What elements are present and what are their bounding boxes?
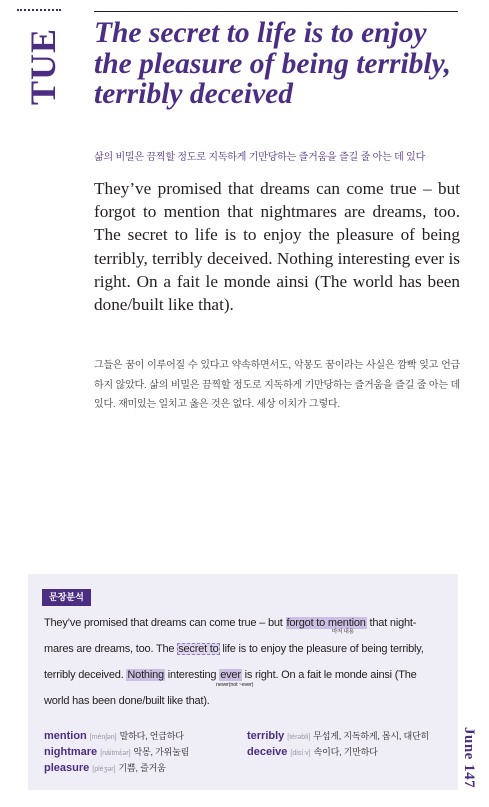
analysis-text: is right. On a fait le monde ainsi (The bbox=[241, 669, 417, 681]
sentence-analysis-badge: 문장분석 bbox=[42, 589, 91, 606]
highlight-nothing: Nothing bbox=[127, 669, 164, 681]
annotation-note: never(not ~ever) bbox=[216, 682, 254, 688]
sentence-analysis-text bbox=[44, 610, 448, 714]
vocab-item bbox=[44, 729, 189, 745]
dotted-rule bbox=[17, 9, 61, 11]
quote-title: The secret to life is to enjoy the pleasure of being terribly, terribly deceived bbox=[94, 17, 451, 110]
vocab-item bbox=[44, 761, 189, 777]
vocab-item bbox=[44, 745, 189, 761]
vocab-word: pleasure bbox=[44, 762, 90, 774]
vocab-word: deceive bbox=[247, 746, 288, 758]
vocab-meaning: 무섭게, 지독하게, 몹시, 대단히 bbox=[313, 731, 429, 741]
analysis-line-1 bbox=[44, 610, 448, 636]
vocab-word: terribly bbox=[247, 730, 285, 742]
day-label: TUE bbox=[23, 28, 63, 106]
vocab-pronunciation: [térəbli] bbox=[287, 734, 311, 741]
analysis-line-2 bbox=[44, 636, 448, 662]
vocab-item bbox=[247, 745, 429, 761]
vocab-word: mention bbox=[44, 730, 87, 742]
vocab-pronunciation: [disíːv] bbox=[290, 750, 311, 757]
analysis-text: life is to enjoy the pleasure of being terribly, bbox=[219, 643, 424, 655]
vocab-word: nightmare bbox=[44, 746, 98, 758]
vocab-meaning: 기쁨, 즐거움 bbox=[118, 763, 166, 773]
quote-subtitle-korean: 삶의 비밀은 끔찍할 정도로 지독하게 기만당하는 즐거움을 즐길 줄 아는 데 있다 bbox=[94, 152, 426, 163]
analysis-line-4: world has been done/built like that). bbox=[44, 695, 210, 707]
vocab-pronunciation: [pléʒər] bbox=[92, 766, 116, 773]
analysis-line-3 bbox=[44, 662, 448, 688]
analysis-text: terribly deceived. bbox=[44, 669, 127, 681]
annotation-note: 마저 내용 bbox=[332, 629, 354, 635]
highlight-forgot-to-mention: forgot to mention bbox=[286, 617, 366, 629]
korean-translation: 그들은 꿈이 이루어질 수 있다고 약속하면서도, 악몽도 꿈이라는 사실은 깜빡 잊고 언급하지 않았다. 삶의 비밀은 끔찍할 정도로 지독하게 기만당하는 즐거움을 즐길 줄 아는 데 있다. 재미있는 일치고 옳은 것은 없다. 세상 이치가 그렇다. bbox=[94, 360, 460, 410]
english-passage: They’ve promised that dreams can come true – but forgot to mention that nightmares are dreams, too. The secret to life is to enjoy the pleasure of being terribly, terribly deceived. Nothing interesting ever is right. On a fait le monde ainsi (The world has been done/built like that). bbox=[94, 179, 460, 315]
analysis-text: They’ve promised that dreams can come true – but bbox=[44, 617, 286, 629]
vocab-column-left bbox=[44, 729, 189, 777]
vocab-meaning: 속이다, 기만하다 bbox=[313, 747, 378, 757]
vocab-item bbox=[247, 729, 429, 745]
analysis-text: that night- bbox=[366, 617, 417, 629]
analysis-text: mares are dreams, too. The bbox=[44, 643, 178, 655]
vocab-meaning: 말하다, 언급하다 bbox=[119, 731, 184, 741]
analysis-text: interesting bbox=[164, 669, 220, 681]
highlight-secret-to: secret to bbox=[178, 643, 219, 655]
top-rule bbox=[94, 11, 458, 12]
page-number: June 147 bbox=[461, 727, 477, 789]
highlight-ever: ever bbox=[220, 669, 241, 681]
vocab-meaning: 악몽, 가위눌림 bbox=[133, 747, 190, 757]
vocab-column-right bbox=[247, 729, 429, 761]
vocab-pronunciation: [ménʃən] bbox=[89, 734, 117, 741]
vocab-pronunciation: [náitmὲər] bbox=[100, 750, 131, 757]
